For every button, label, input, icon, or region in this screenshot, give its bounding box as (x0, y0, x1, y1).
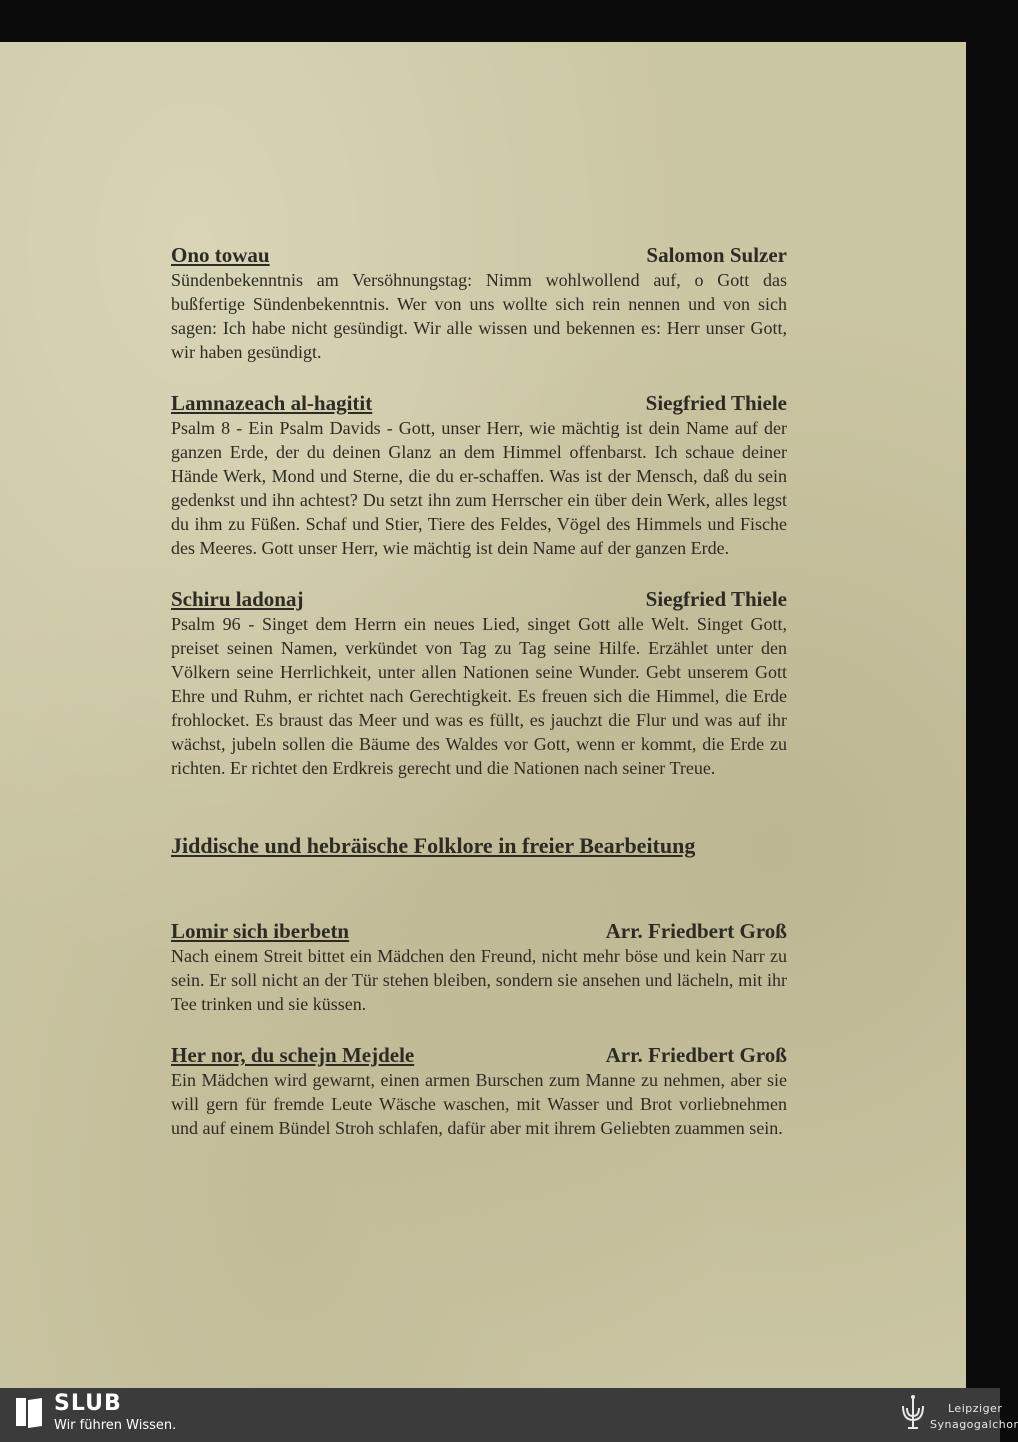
piece-composer: Salomon Sulzer (646, 243, 787, 267)
piece-entry (171, 918, 787, 1016)
piece-entry (171, 242, 787, 364)
piece-description: Nach einem Streit bittet ein Mädchen den Freund, nicht mehr böse und kein Narr zu sein. Er soll nicht an der Tür stehen bleiben, sondern sie ansehen und lächeln, mit ihr Tee trinken und sie küssen. (171, 946, 787, 1014)
piece-title: Ono towau (171, 243, 270, 267)
piece-entry (171, 1042, 787, 1140)
piece-description: Psalm 96 - Singet dem Herrn ein neues Lied, singet Gott alle Welt. Singet Gott, preiset seinen Namen, verkündet von Tag zu Tag seine Hilfe. Erzählet unter den Völkern seine Herrlichkeit, unter allen Nationen seine Wunder. Gebt unserem Gott Ehre und Ruhm, er richtet nach Gerechtigkeit. Es freuen sich die Himmel, die Erde frohlocket. Es braust das Meer und was es füllt, es jauchzt die Flur und was auf ihr wächst, jubeln sollen die Bäume des Waldes vor Gott, wenn er kommt, die Erde zu richten. Er richtet den Erdkreis gerecht und die Nationen nach seiner Treue. (171, 614, 787, 778)
slub-name: SLUB (54, 1391, 122, 1416)
piece-composer: Arr. Friedbert Groß (605, 919, 787, 943)
piece-composer: Arr. Friedbert Groß (605, 1043, 787, 1067)
piece-description: Sündenbekenntnis am Versöhnungstag: Nimm wohlwollend auf, o Gott das bußfertige Sündenbekenntnis. Wer von uns wollte sich rein nennen und von sich sagen: Ich habe nicht gesündigt. Wir alle wissen und bekennen es: Herr unser Gott, wir haben gesündigt. (171, 270, 787, 362)
piece-composer: Siegfried Thiele (645, 391, 787, 415)
piece-entry (171, 390, 787, 560)
document-page (0, 42, 966, 1388)
footer-bar (0, 1388, 1018, 1442)
piece-header (171, 918, 787, 944)
slub-tagline: Wir führen Wissen. (54, 1418, 177, 1433)
program-text (171, 242, 787, 1166)
piece-composer: Siegfried Thiele (645, 587, 787, 611)
piece-header (171, 390, 787, 416)
piece-title: Her nor, du schejn Mejdele (171, 1043, 415, 1067)
section-title: Jiddische und hebräische Folklore in freier Bearbeitung (171, 833, 696, 858)
piece-title: Schiru ladonaj (171, 587, 304, 611)
piece-title: Lomir sich iberbetn (171, 919, 350, 943)
piece-title: Lamnazeach al-hagitit (171, 391, 373, 415)
piece-description: Psalm 8 - Ein Psalm Davids - Gott, unser Herr, wie mächtig ist dein Name auf der ganzen Erde, der du deinen Glanz an dem Himmel offenbarst. Ich schaue deiner Hände Werk, Mond und Sterne, die du er-schaffen. Was ist der Mensch, daß du sein gedenkst und ihn achtest? Du setzt ihn zum Herrscher ein über dein Werk, alles legst du ihm zu Füßen. Schaf und Stier, Tiere des Feldes, Vögel des Himmels und Fische des Meeres. Gott unser Herr, wie mächtig ist dein Name auf der ganzen Erde. (171, 418, 787, 558)
piece-header (171, 242, 787, 268)
piece-header (171, 1042, 787, 1068)
piece-header (171, 586, 787, 612)
piece-entry (171, 586, 787, 780)
choir-name-line2: Synagogalchor (930, 1418, 1018, 1431)
menorah-icon (898, 1394, 928, 1439)
choir-name-line1: Leipziger (948, 1402, 1003, 1415)
piece-description: Ein Mädchen wird gewarnt, einen armen Burschen zum Manne zu nehmen, aber sie will gern für fremde Leute Wäsche waschen, mit Wasser und Brot vorliebnehmen und auf einem Bündel Stroh schlafen, dafür aber mit ihrem Geliebten zuammen sein. (171, 1070, 787, 1138)
slub-logo-icon (14, 1396, 46, 1435)
